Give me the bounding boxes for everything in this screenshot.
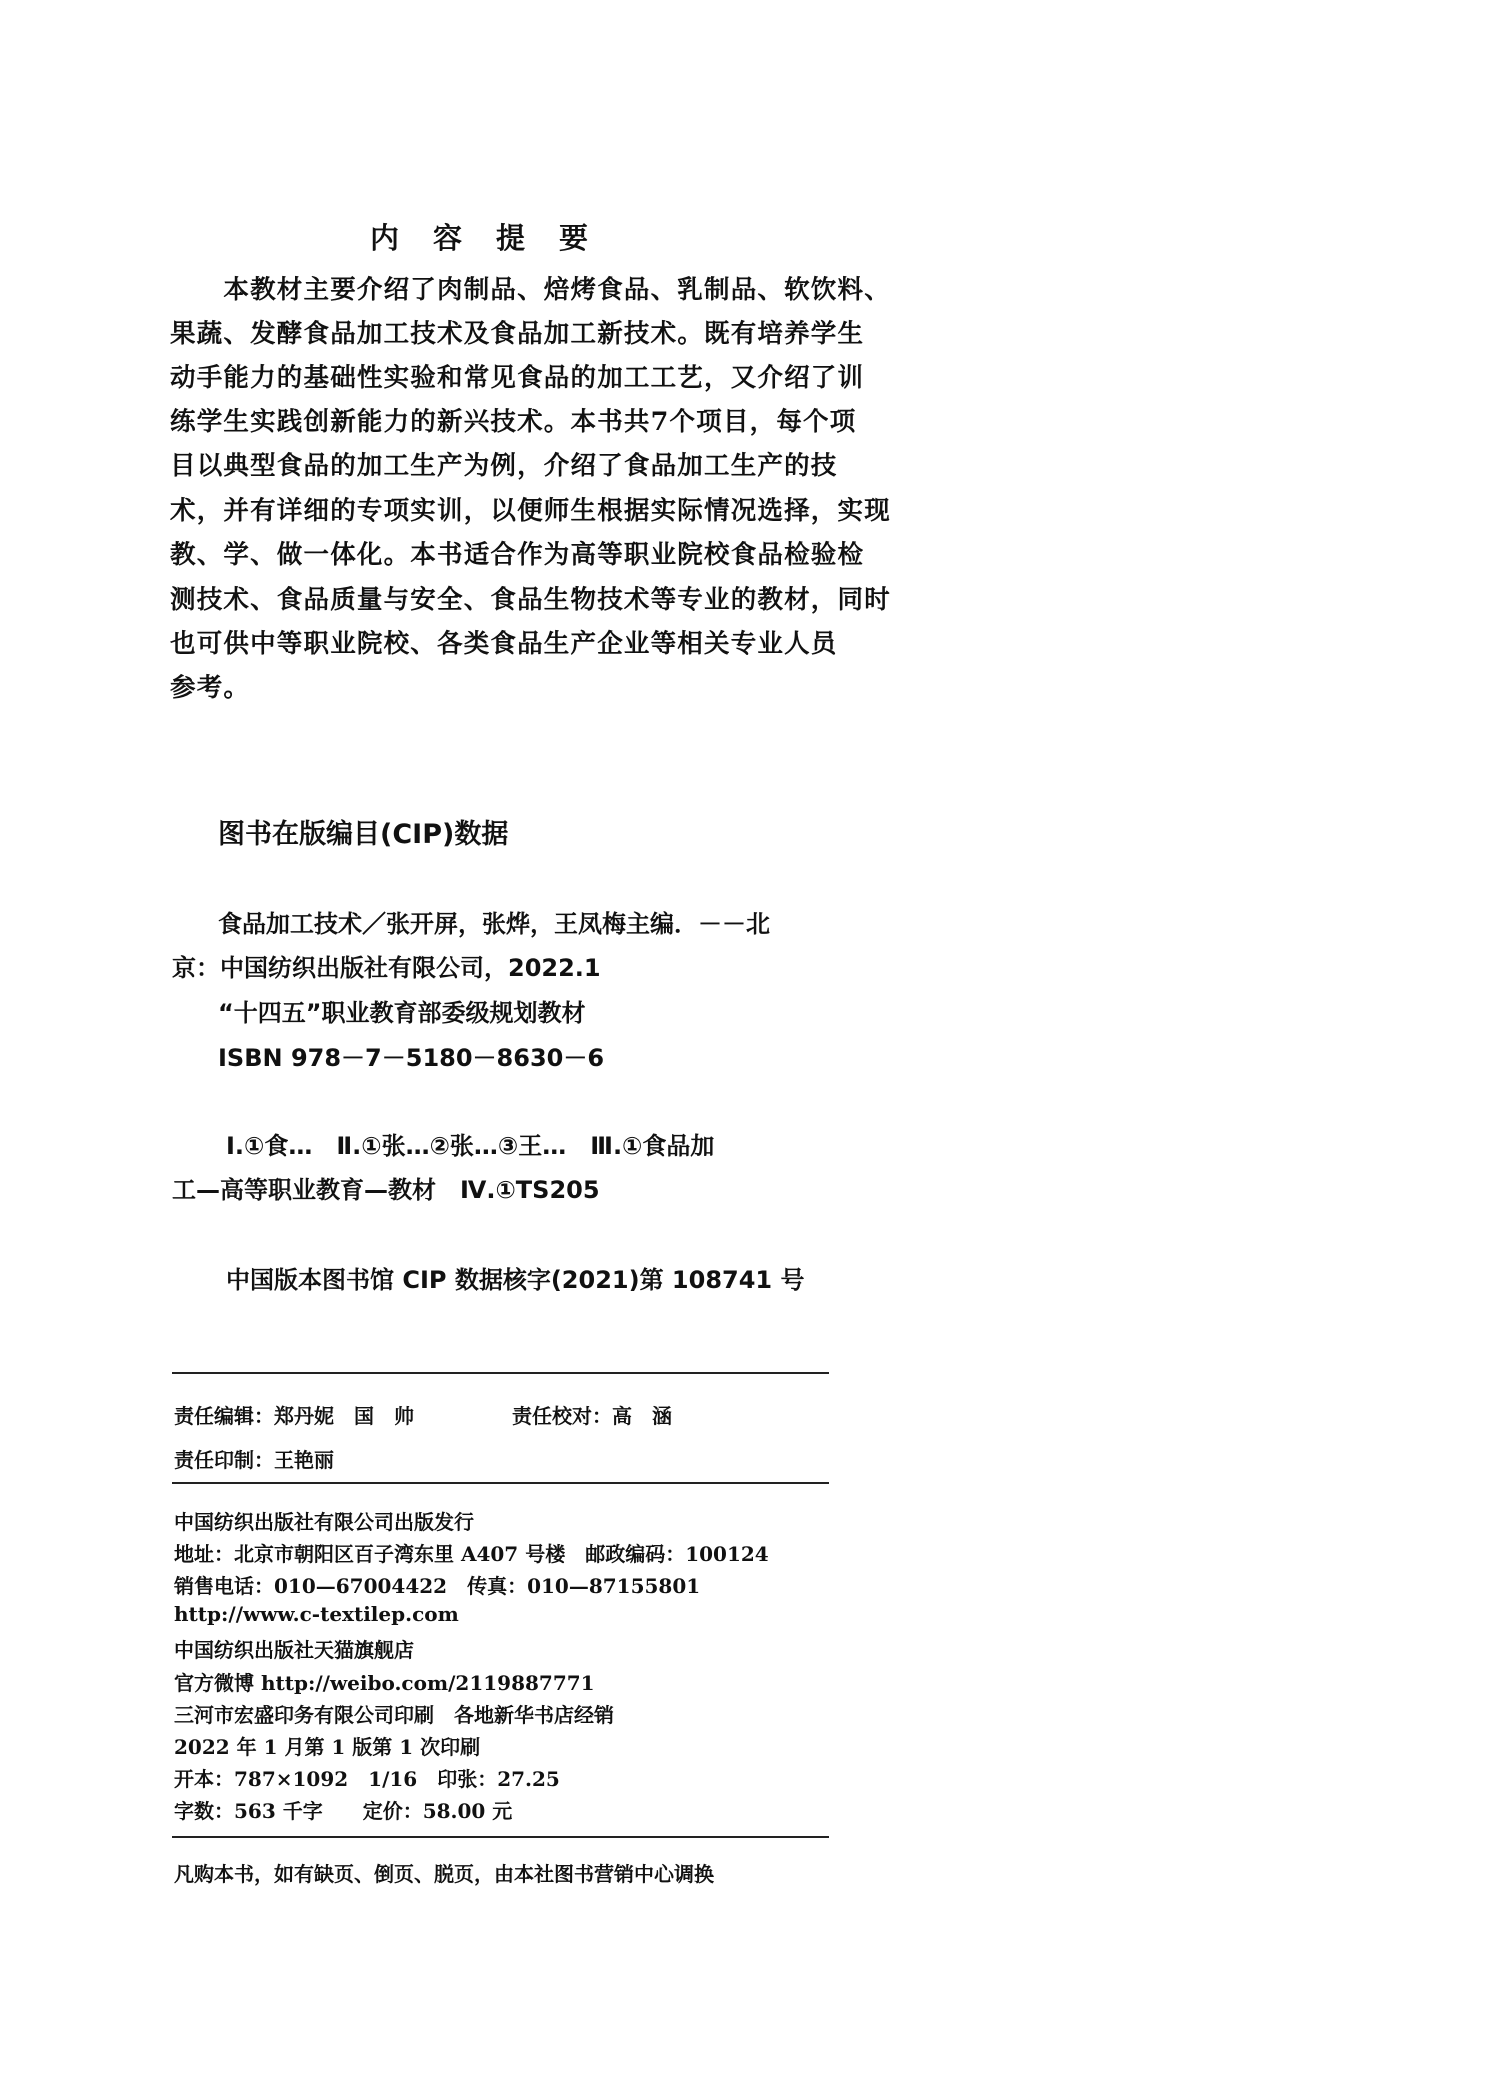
staff-line	[174, 1400, 672, 1429]
publisher-website: http://www.c-textilep.com	[174, 1602, 459, 1626]
divider	[172, 1372, 829, 1374]
publisher-weibo: 官方微博 http://weibo.com/2119887771	[174, 1671, 595, 1695]
summary-line: 也可供中等职业院校、各类食品生产企业等相关专业人员	[170, 629, 838, 659]
summary-line: 教、学、做一体化。本书适合作为高等职业院校食品检验检	[170, 540, 865, 570]
summary-title: 内容提要	[370, 221, 623, 255]
responsible-printing: 责任印制：王艳丽	[174, 1448, 334, 1472]
summary-line: 果蔬、发酵食品加工技术及食品加工新技术。既有培养学生	[170, 319, 865, 349]
cip-line: ISBN 978－7－5180－8630－6	[218, 1044, 605, 1072]
publisher-line: 中国纺织出版社有限公司出版发行	[174, 1510, 474, 1534]
cip-number: 中国版本图书馆 CIP 数据核字(2021)第 108741 号	[226, 1266, 805, 1294]
cip-line: Ⅰ.①食… Ⅱ.①张…②张…③王… Ⅲ.①食品加	[226, 1132, 715, 1160]
summary-line: 练学生实践创新能力的新兴技术。本书共7个项目，每个项	[170, 407, 857, 437]
price-line: 字数：563 千字 定价：58.00 元	[174, 1799, 513, 1823]
cip-line: 食品加工技术／张开屏，张烨，王凤梅主编．－－北	[218, 910, 770, 938]
publisher-phone: 销售电话：010—67004422 传真：010—87155801	[174, 1574, 701, 1598]
replacement-notice: 凡购本书，如有缺页、倒页、脱页，由本社图书营销中心调换	[174, 1862, 714, 1886]
summary-line: 测技术、食品质量与安全、食品生物技术等专业的教材，同时	[170, 585, 891, 615]
cip-line: 京：中国纺织出版社有限公司，2022.1	[172, 954, 601, 982]
divider	[172, 1482, 829, 1484]
cip-line: 工—高等职业教育—教材 Ⅳ.①TS205	[172, 1176, 600, 1204]
summary-line: 动手能力的基础性实验和常见食品的加工工艺，又介绍了训	[170, 363, 865, 393]
publisher-store: 中国纺织出版社天猫旗舰店	[174, 1638, 414, 1662]
publisher-address: 地址：北京市朝阳区百子湾东里 A407 号楼 邮政编码：100124	[174, 1542, 769, 1566]
summary-line: 参考。	[170, 673, 251, 703]
responsible-proofreader: 责任校对：高 涵	[512, 1404, 672, 1428]
edition-line: 2022 年 1 月第 1 版第 1 次印刷	[174, 1735, 481, 1759]
summary-line: 目以典型食品的加工生产为例，介绍了食品加工生产的技	[170, 451, 838, 481]
divider	[172, 1836, 829, 1838]
format-line: 开本：787×1092 1/16 印张：27.25	[174, 1767, 560, 1791]
summary-line: 本教材主要介绍了肉制品、焙烤食品、乳制品、软饮料、	[170, 275, 891, 305]
summary-line: 术，并有详细的专项实训，以便师生根据实际情况选择，实现	[170, 496, 891, 526]
responsible-editor: 责任编辑：郑丹妮 国 帅	[174, 1404, 414, 1428]
cip-line: “十四五”职业教育部委级规划教材	[218, 999, 586, 1027]
cip-heading: 图书在版编目(CIP)数据	[218, 819, 509, 850]
printer-line: 三河市宏盛印务有限公司印刷 各地新华书店经销	[174, 1703, 614, 1727]
